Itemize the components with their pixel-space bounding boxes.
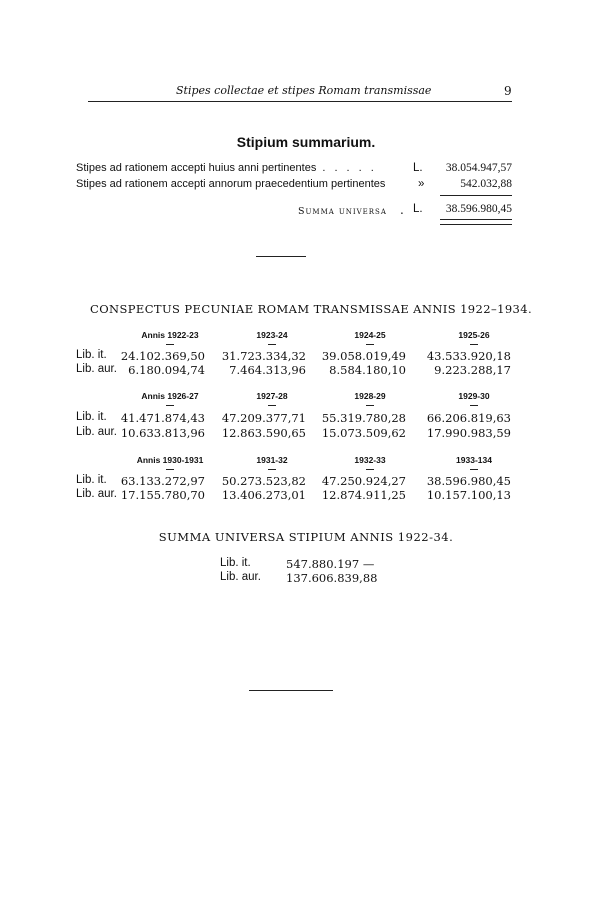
summa-universa-label: Summa universa — [298, 206, 387, 217]
value-cell: 9.223.288,17 — [434, 363, 511, 377]
summary-row-label — [76, 178, 385, 190]
conspectus-title: CONSPECTUS PECUNIAE ROMAM TRANSMISSAE ANNIS 1922–1934. — [90, 302, 533, 316]
value-cell: 55.319.780,28 — [321, 411, 406, 425]
year-heading: 1924-25 — [354, 330, 386, 340]
year-heading: 1923-24 — [256, 330, 288, 340]
sum-rule — [440, 195, 512, 196]
year-heading: Annis 1930-1931 — [136, 455, 204, 465]
value-cell: 15.073.509,62 — [321, 426, 406, 440]
grand-total-value: 547.880.197 — — [286, 557, 375, 571]
running-title: Stipes collectae et stipes Romam transmissae — [176, 84, 432, 97]
summa-dot: . — [400, 203, 404, 217]
year-heading: Annis 1922-23 — [141, 330, 199, 340]
year-dash — [470, 469, 478, 470]
summary-row-label — [76, 162, 377, 174]
year-dash — [268, 344, 276, 345]
value-cell: 39.058.019,49 — [321, 349, 406, 363]
summary-title: Stipium summarium. — [236, 134, 376, 150]
summary-row-text: Stipes ad rationem accepti annorum praecedentium pertinentes — [76, 178, 386, 190]
value-cell: 31.723.334,32 — [221, 349, 306, 363]
year-dash — [366, 405, 374, 406]
value-cell: 47.209.377,71 — [221, 411, 306, 425]
year-dash — [166, 405, 174, 406]
value-cell: 17.990.983,59 — [426, 426, 511, 440]
grand-total-value: 137.606.839,88 — [286, 571, 378, 585]
year-heading: 1932-33 — [354, 455, 386, 465]
currency-label-lib-it: Lib. it. — [76, 349, 107, 361]
value-cell: 10.633.813,96 — [120, 426, 205, 440]
value-cell: 10.157.100,13 — [426, 488, 511, 502]
year-dash — [268, 405, 276, 406]
summary-row-amount: 542.032,88 — [460, 178, 512, 190]
value-cell: 63.133.272,97 — [120, 474, 205, 488]
value-cell: 12.863.590,65 — [221, 426, 306, 440]
value-cell: 7.464.313,96 — [229, 363, 306, 377]
summary-row-currency: L. — [413, 162, 423, 174]
currency-label-lib-aur: Lib. aur. — [76, 488, 117, 500]
header-rule — [88, 101, 512, 102]
end-separator — [249, 690, 333, 691]
currency-label-lib-aur: Lib. aur. — [76, 363, 117, 375]
currency-label-lib-it: Lib. it. — [76, 411, 107, 423]
value-cell: 17.155.780,70 — [120, 488, 205, 502]
grand-total-title: SUMMA UNIVERSA STIPIUM ANNIS 1922-34. — [158, 530, 454, 544]
summary-row-amount: 38.054.947,57 — [445, 162, 512, 174]
dot-leader: . . . . . — [322, 162, 377, 174]
value-cell: 41.471.874,43 — [120, 411, 205, 425]
page-number: 9 — [504, 84, 512, 98]
year-dash — [470, 344, 478, 345]
value-cell: 13.406.273,01 — [221, 488, 306, 502]
value-cell: 38.596.980,45 — [426, 474, 511, 488]
year-dash — [470, 405, 478, 406]
grand-total-label: Lib. aur. — [220, 571, 261, 583]
summa-currency: L. — [413, 203, 423, 215]
year-heading: 1931-32 — [256, 455, 288, 465]
year-heading: 1928-29 — [354, 391, 386, 401]
currency-label-lib-aur: Lib. aur. — [76, 426, 117, 438]
value-cell: 50.273.523,82 — [221, 474, 306, 488]
year-dash — [166, 469, 174, 470]
year-dash — [366, 469, 374, 470]
summary-row-currency: » — [418, 178, 425, 190]
year-dash — [166, 344, 174, 345]
value-cell: 47.250.924,27 — [321, 474, 406, 488]
value-cell: 6.180.094,74 — [128, 363, 205, 377]
year-heading: 1929-30 — [458, 391, 490, 401]
currency-label-lib-it: Lib. it. — [76, 474, 107, 486]
year-heading: 1933-134 — [456, 455, 492, 465]
summary-row-text: Stipes ad rationem accepti huius anni pertinentes — [76, 162, 317, 174]
section-separator — [256, 256, 306, 257]
value-cell: 24.102.369,50 — [120, 349, 205, 363]
value-cell: 66.206.819,63 — [426, 411, 511, 425]
year-dash — [268, 469, 276, 470]
year-heading: Annis 1926-27 — [141, 391, 199, 401]
value-cell: 12.874.911,25 — [321, 488, 406, 502]
year-heading: 1925-26 — [458, 330, 490, 340]
value-cell: 43.533.920,18 — [426, 349, 511, 363]
double-rule — [440, 219, 512, 225]
year-dash — [366, 344, 374, 345]
summa-amount: 38.596.980,45 — [445, 203, 512, 215]
value-cell: 8.584.180,10 — [329, 363, 406, 377]
year-heading: 1927-28 — [256, 391, 288, 401]
grand-total-label: Lib. it. — [220, 557, 251, 569]
